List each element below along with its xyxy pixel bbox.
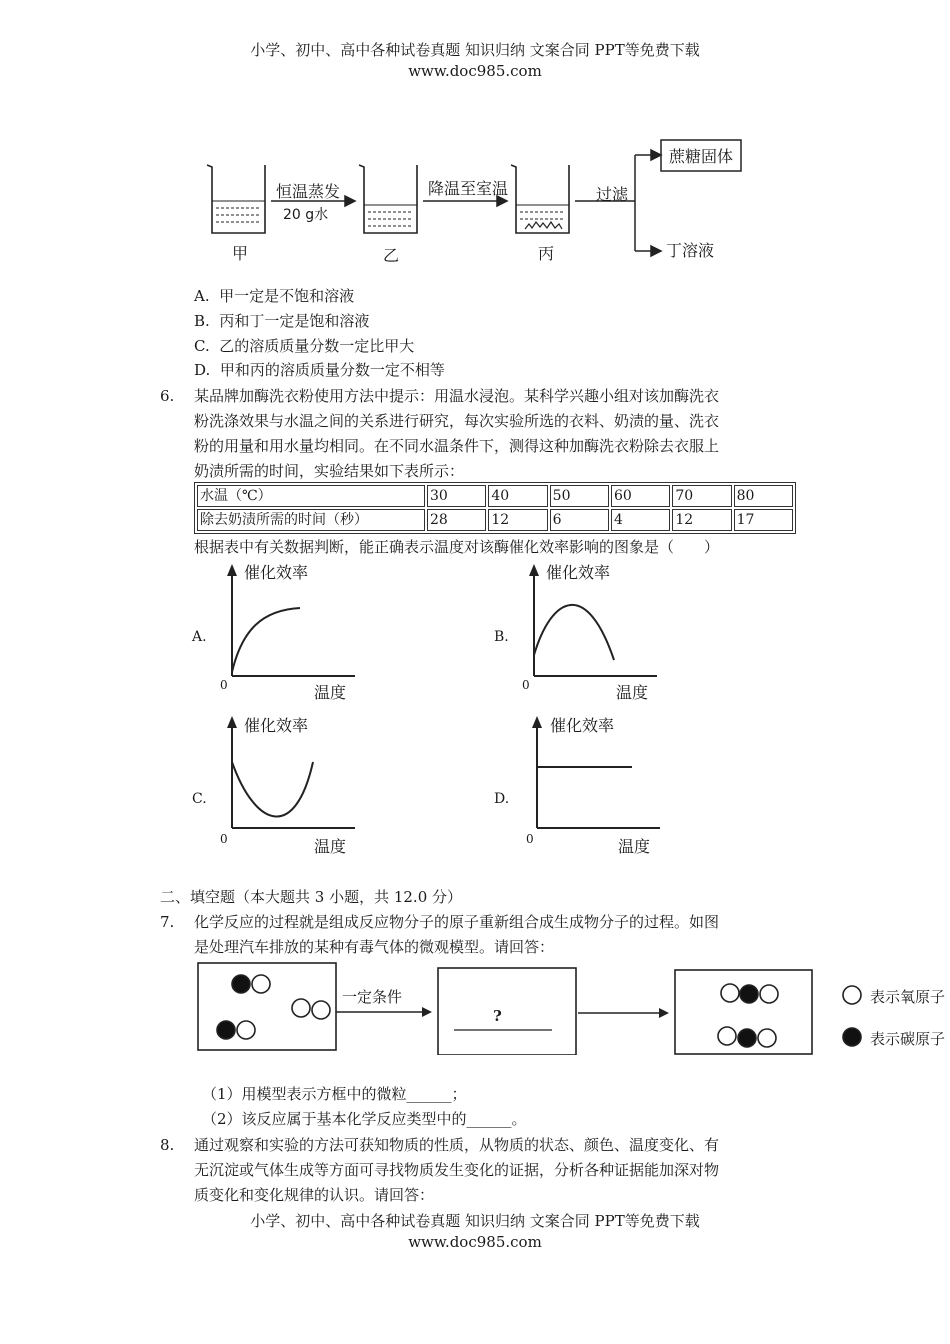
- q6-text-line3: 粉的用量和用水量均相同。在不同水温条件下，测得这种加酶洗衣粉除去衣服上: [194, 437, 720, 455]
- table-cell: 12: [672, 509, 731, 531]
- q5-option-a: A. 甲一定是不饱和溶液: [194, 287, 355, 305]
- footer-url: www.doc985.com: [408, 1233, 542, 1251]
- graph-d-letter: D.: [494, 791, 510, 807]
- table-cell: 12: [488, 509, 547, 531]
- flow-output-solid: 蔗糖固体: [669, 147, 734, 166]
- table-cell: 80: [734, 485, 793, 507]
- table-row-temperature: [197, 485, 793, 507]
- table-row-label: 除去奶渍所需的时间（秒）: [197, 509, 425, 531]
- legend-oxygen-label: 表示氧原子: [870, 988, 946, 1006]
- section-2-title: 二、填空题（本大题共 3 小题，共 12.0 分）: [160, 888, 463, 906]
- table-cell: 28: [427, 509, 486, 531]
- graph-b-origin: 0: [522, 678, 530, 692]
- q6-text-line2: 粉洗涤效果与水温之间的关系进行研究，每次实验所选的衣料、奶渍的量、洗衣: [194, 412, 720, 430]
- graph-c-xlabel: 温度: [314, 837, 347, 856]
- table-cell: 60: [611, 485, 670, 507]
- flow-step3-label: 过滤: [596, 185, 629, 204]
- q6-number: 6.: [160, 387, 175, 405]
- q6-text-line4: 奶渍所需的时间，实验结果如下表所示：: [194, 462, 465, 480]
- q7-text-line1: 化学反应的过程就是组成反应物分子的原子重新组合成生成物分子的过程。如图: [194, 913, 720, 931]
- graph-b-curve: [534, 605, 614, 660]
- table-cell: 40: [488, 485, 547, 507]
- graph-a-xlabel: 温度: [314, 683, 347, 702]
- table-cell: 17: [734, 509, 793, 531]
- flow-step2-label: 降温至室温: [428, 179, 509, 198]
- table-cell: 30: [427, 485, 486, 507]
- q7-subquestion-2: （2）该反应属于基本化学反应类型中的______。: [202, 1110, 527, 1128]
- flow-step1-amount: 20 g水: [283, 207, 329, 223]
- graph-c-letter: C.: [192, 791, 207, 807]
- graph-d-ylabel: 催化效率: [550, 716, 615, 735]
- table-cell: 6: [550, 509, 609, 531]
- header-line1: 小学、初中、高中各种试卷真题 知识归纳 文案合同 PPT等免费下载: [250, 41, 700, 59]
- carbon-atom-legend-icon: [843, 1028, 861, 1046]
- graph-c-curve: [232, 762, 313, 817]
- flow-output-liquid: 丁溶液: [666, 241, 715, 260]
- graph-a-origin: 0: [220, 678, 228, 692]
- reaction-condition: 一定条件: [342, 988, 403, 1006]
- graph-a-letter: A.: [192, 629, 207, 645]
- q7-number: 7.: [160, 913, 175, 931]
- table-cell: 70: [672, 485, 731, 507]
- q5-option-d: D. 甲和丙的溶质质量分数一定不相等: [194, 361, 445, 379]
- reaction-model-diagram: [196, 960, 950, 1055]
- graph-d-origin: 0: [526, 832, 534, 846]
- graph-b-ylabel: 催化效率: [546, 563, 611, 582]
- q7-text-line2: 是处理汽车排放的某种有毒气体的微观模型。请回答：: [194, 938, 555, 956]
- header-url: www.doc985.com: [408, 62, 542, 80]
- q6-data-table: [194, 482, 796, 534]
- q5-option-c: C. 乙的溶质质量分数一定比甲大: [194, 337, 415, 355]
- beaker-label-jia: 甲: [232, 244, 249, 263]
- beaker-bing: [511, 165, 569, 233]
- graph-b-letter: B.: [494, 629, 509, 645]
- table-cell: 4: [611, 509, 670, 531]
- q8-number: 8.: [160, 1136, 175, 1154]
- table-row-time: [197, 509, 793, 531]
- graph-c-origin: 0: [220, 832, 228, 846]
- q6-question: 根据表中有关数据判断，能正确表示温度对该酶催化效率影响的图象是（ ）: [194, 538, 720, 556]
- graph-c-ylabel: 催化效率: [244, 716, 309, 735]
- oxygen-atom-legend-icon: [843, 986, 861, 1004]
- table-cell: 50: [550, 485, 609, 507]
- flow-step1-label: 恒温蒸发: [276, 182, 341, 201]
- q8-text-line3: 质变化和变化规律的认识。请回答：: [194, 1186, 435, 1204]
- beaker-label-yi: 乙: [383, 246, 400, 265]
- q7-subquestion-1: （1）用模型表示方框中的微粒______；: [202, 1085, 467, 1103]
- q6-text-line1: 某品牌加酶洗衣粉使用方法中提示：用温水浸泡。某科学兴趣小组对该加酶洗衣: [194, 387, 720, 405]
- beaker-jia: [207, 165, 265, 233]
- graph-a-curve: [232, 608, 300, 672]
- q8-text-line2: 无沉淀或气体生成等方面可寻找物质发生变化的证据，分析各种证据能加深对物: [194, 1161, 720, 1179]
- table-row-label: 水温（℃）: [197, 485, 425, 507]
- graph-a-ylabel: 催化效率: [244, 563, 309, 582]
- beaker-label-bing: 丙: [538, 244, 555, 263]
- legend-carbon-label: 表示碳原子: [870, 1030, 946, 1048]
- q8-text-line1: 通过观察和实验的方法可获知物质的性质，从物质的状态、颜色、温度变化、有: [194, 1136, 720, 1154]
- unknown-particles-mark: ?: [493, 1007, 502, 1025]
- graph-b-xlabel: 温度: [616, 683, 649, 702]
- footer-line1: 小学、初中、高中各种试卷真题 知识归纳 文案合同 PPT等免费下载: [250, 1212, 700, 1230]
- graph-d-xlabel: 温度: [618, 837, 651, 856]
- beaker-yi: [359, 165, 417, 233]
- q5-option-b: B. 丙和丁一定是饱和溶液: [194, 312, 370, 330]
